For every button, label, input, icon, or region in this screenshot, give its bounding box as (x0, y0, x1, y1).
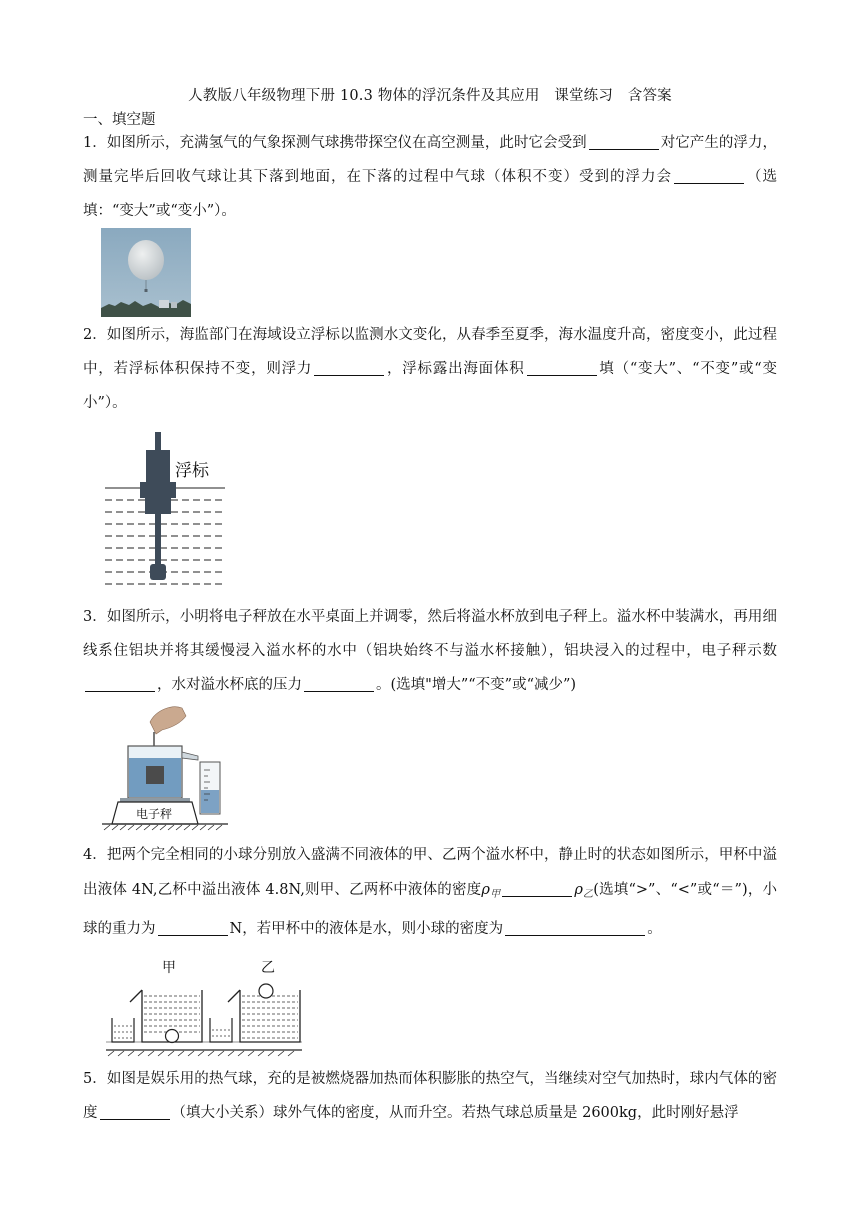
question-text: 如图所示，小明将电子秤放在水平桌面上并调零，然后将溢水杯放到电子秤上。溢水杯中装满水，再用细线系住铝块并将其缓慢浸入溢水杯的水中（铝块始终不与溢水杯接触），铝块浸入的过程中，电子秤示数 (83, 609, 777, 659)
answer-blank[interactable] (100, 1102, 170, 1120)
question-text: 。 (647, 921, 662, 937)
question-text: 填（“变大”、“不变”或“变小”）。 (83, 361, 777, 411)
question-4 (83, 838, 777, 947)
question-text: N，若甲杯中的液体是水，则小球的密度为 (229, 921, 504, 937)
buoy-label: 浮标 (175, 461, 209, 481)
question-number: 5． (83, 1071, 107, 1087)
question-text: 如图所示，充满氢气的气象探测气球携带探空仪在高空测量，此时它会受到 (106, 135, 587, 151)
answer-blank[interactable] (527, 358, 597, 376)
question-text: 。(选填"增大”“不变”或“减少”) (376, 677, 577, 693)
two-overflow-cups-diagram (104, 954, 304, 1058)
scale-label: 电子秤 (136, 807, 173, 821)
question-number: 4． (83, 847, 107, 863)
question-text: （选填：“变大”或“变小”）。 (83, 169, 777, 219)
question-text: 把两个完全相同的小球分别放入盛满不同液体的甲、乙两个溢水杯中，静止时的状态如图所示，甲杯中溢出液体 4N,乙杯中溢出液体 4.8N,则甲、乙两杯中液体的密度 (83, 847, 777, 898)
answer-blank[interactable] (314, 358, 384, 376)
question-text: （填大小关系）球外气体的密度，从而升空。若热气球总质量是 2600kg，此时刚好悬浮 (171, 1105, 739, 1121)
density-subscript: 乙 (582, 889, 594, 900)
answer-blank[interactable] (85, 674, 155, 692)
section-heading: 一、填空题 (83, 112, 156, 128)
question-2 (83, 318, 777, 420)
question-text: 如图所示，海监部门在海域设立浮标以监测水文变化，从春季至夏季，海水温度升高，密度变小，此过程中，若浮标体积保持不变，则浮力 (83, 327, 777, 377)
question-text: 如图是娱乐用的热气球，充的是被燃烧器加热而体积膨胀的热空气，当继续对空气加热时，球内气体的密度 (83, 1071, 777, 1121)
question-number: 2． (83, 327, 107, 343)
question-text: ，水对溢水杯底的压力 (157, 677, 302, 693)
cup-label-yi: 乙 (261, 960, 275, 976)
answer-blank[interactable] (674, 166, 744, 184)
density-symbol: ρ (481, 882, 490, 898)
question-text: 对它产生的浮力，测量完毕后回收气球让其下落到地面，在下落的过程中气球（体积不变）受到的浮力会 (83, 135, 778, 185)
question-number: 1． (83, 135, 107, 151)
question-1 (83, 126, 777, 228)
balloon-photo (101, 228, 191, 317)
density-subscript: 甲 (489, 889, 501, 900)
scale-overflow-cup-diagram (100, 704, 230, 834)
answer-blank[interactable] (158, 918, 228, 936)
density-symbol: ρ (574, 882, 583, 898)
question-3 (83, 600, 777, 702)
answer-blank[interactable] (304, 674, 374, 692)
question-text: ，浮标露出海面体积 (386, 361, 525, 377)
question-text: (选填“>”、“<”或“＝”)，小球的重力为 (83, 882, 778, 937)
document-title: 人教版八年级物理下册 10.3 物体的浮沉条件及其应用 课堂练习 含答案 (188, 88, 672, 104)
buoy-diagram (100, 428, 230, 590)
question-number: 3． (83, 609, 107, 625)
question-5 (83, 1062, 777, 1130)
answer-blank[interactable] (589, 132, 659, 150)
cup-label-jia: 甲 (162, 960, 176, 976)
answer-blank[interactable] (502, 879, 572, 897)
answer-blank[interactable] (505, 918, 645, 936)
